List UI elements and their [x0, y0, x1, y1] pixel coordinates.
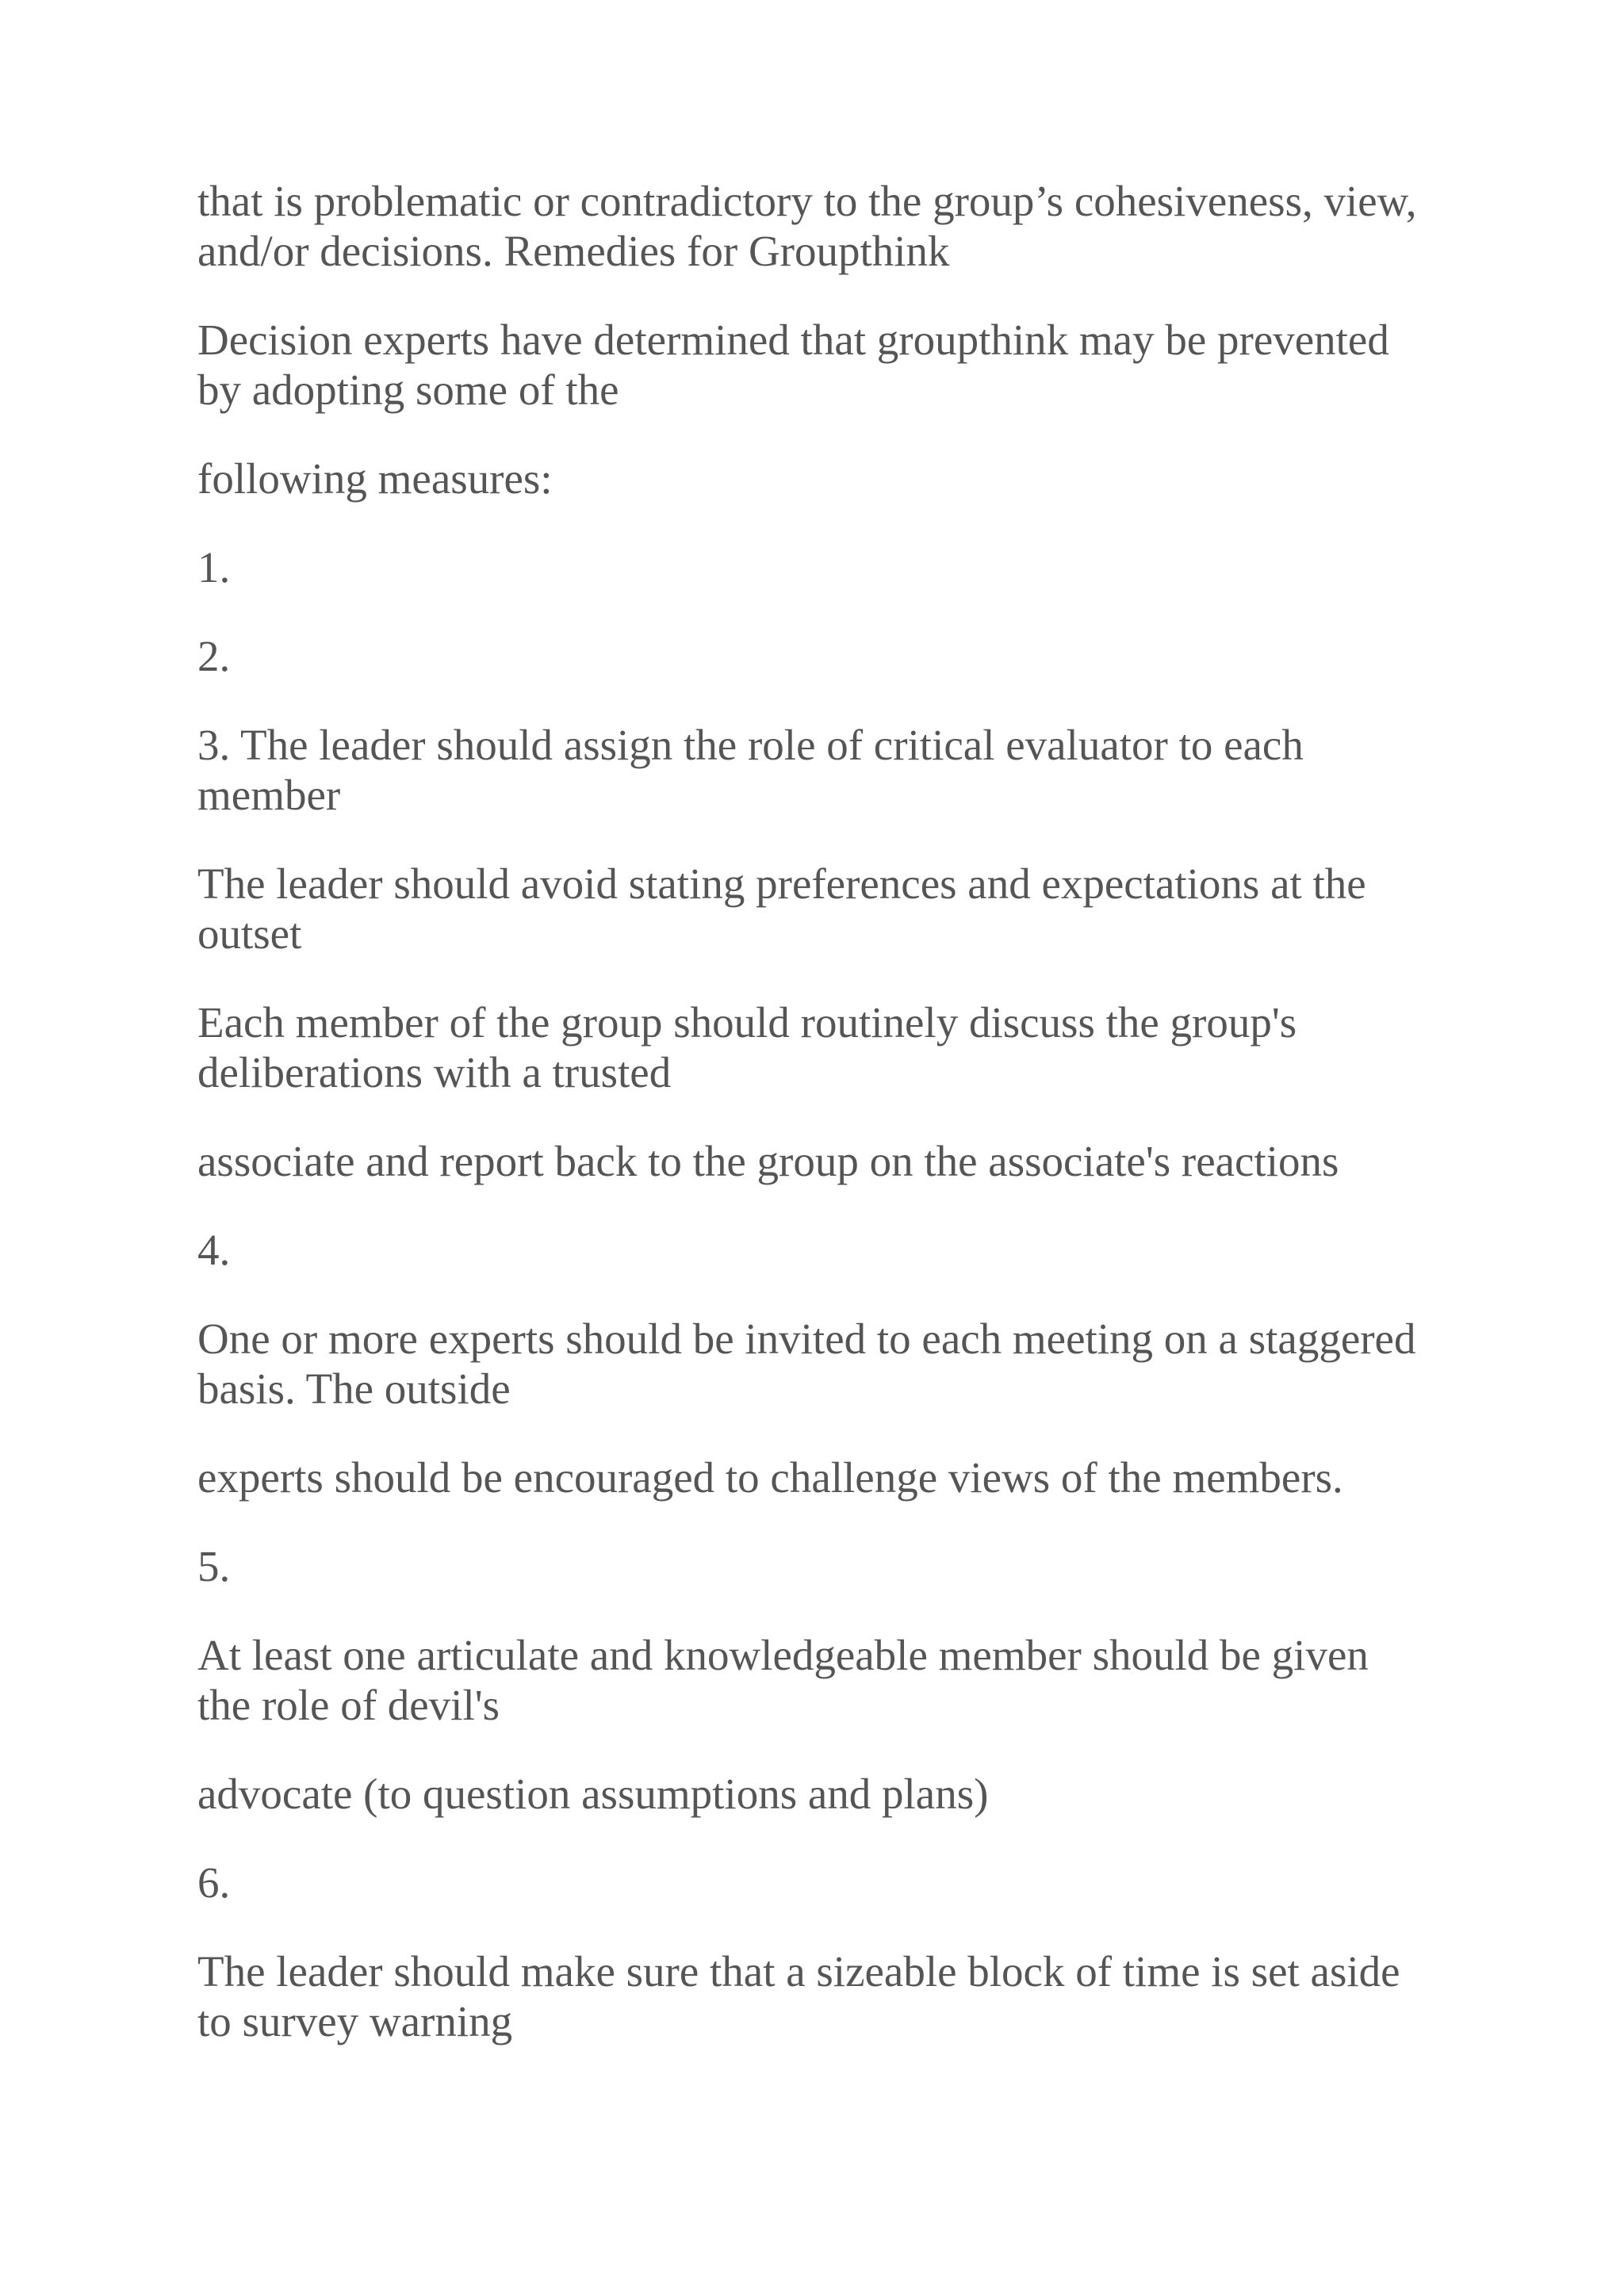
- paragraph-leader-avoid: The leader should avoid stating preferences and expectations at the outset: [197, 859, 1366, 958]
- list-item-3: 3. The leader should assign the role of critical evaluator to each member: [197, 721, 1304, 819]
- paragraph-decision-experts: Decision experts have determined that groupthink may be prevented by adopting some of the: [197, 316, 1389, 414]
- document-body: [197, 176, 1450, 2085]
- paragraph-each-member: Each member of the group should routinely discuss the group's deliberations with a trusted: [197, 998, 1297, 1096]
- paragraph-following-measures: following measures:: [197, 454, 553, 503]
- list-number-2: 2.: [197, 632, 231, 680]
- list-number-1: 1.: [197, 543, 231, 591]
- paragraph-advocate: advocate (to question assumptions and plans): [197, 1770, 989, 1818]
- paragraph-time-aside: The leader should make sure that a sizeable block of time is set aside to survey warning: [197, 1947, 1400, 2045]
- paragraph-intro: that is problematic or contradictory to the group’s cohesiveness, view, and/or decisions. Remedies for Groupthink: [197, 177, 1417, 275]
- list-number-6: 6.: [197, 1858, 231, 1907]
- paragraph-experts-challenge: experts should be encouraged to challenge views of the members.: [197, 1453, 1343, 1502]
- paragraph-associate: associate and report back to the group on the associate's reactions: [197, 1137, 1339, 1185]
- paragraph-devils-advocate: At least one articulate and knowledgeable member should be given the role of devil's: [197, 1631, 1369, 1729]
- list-number-4: 4.: [197, 1226, 231, 1274]
- paragraph-experts-invited: One or more experts should be invited to each meeting on a staggered basis. The outside: [197, 1314, 1416, 1413]
- list-number-5: 5.: [197, 1542, 231, 1590]
